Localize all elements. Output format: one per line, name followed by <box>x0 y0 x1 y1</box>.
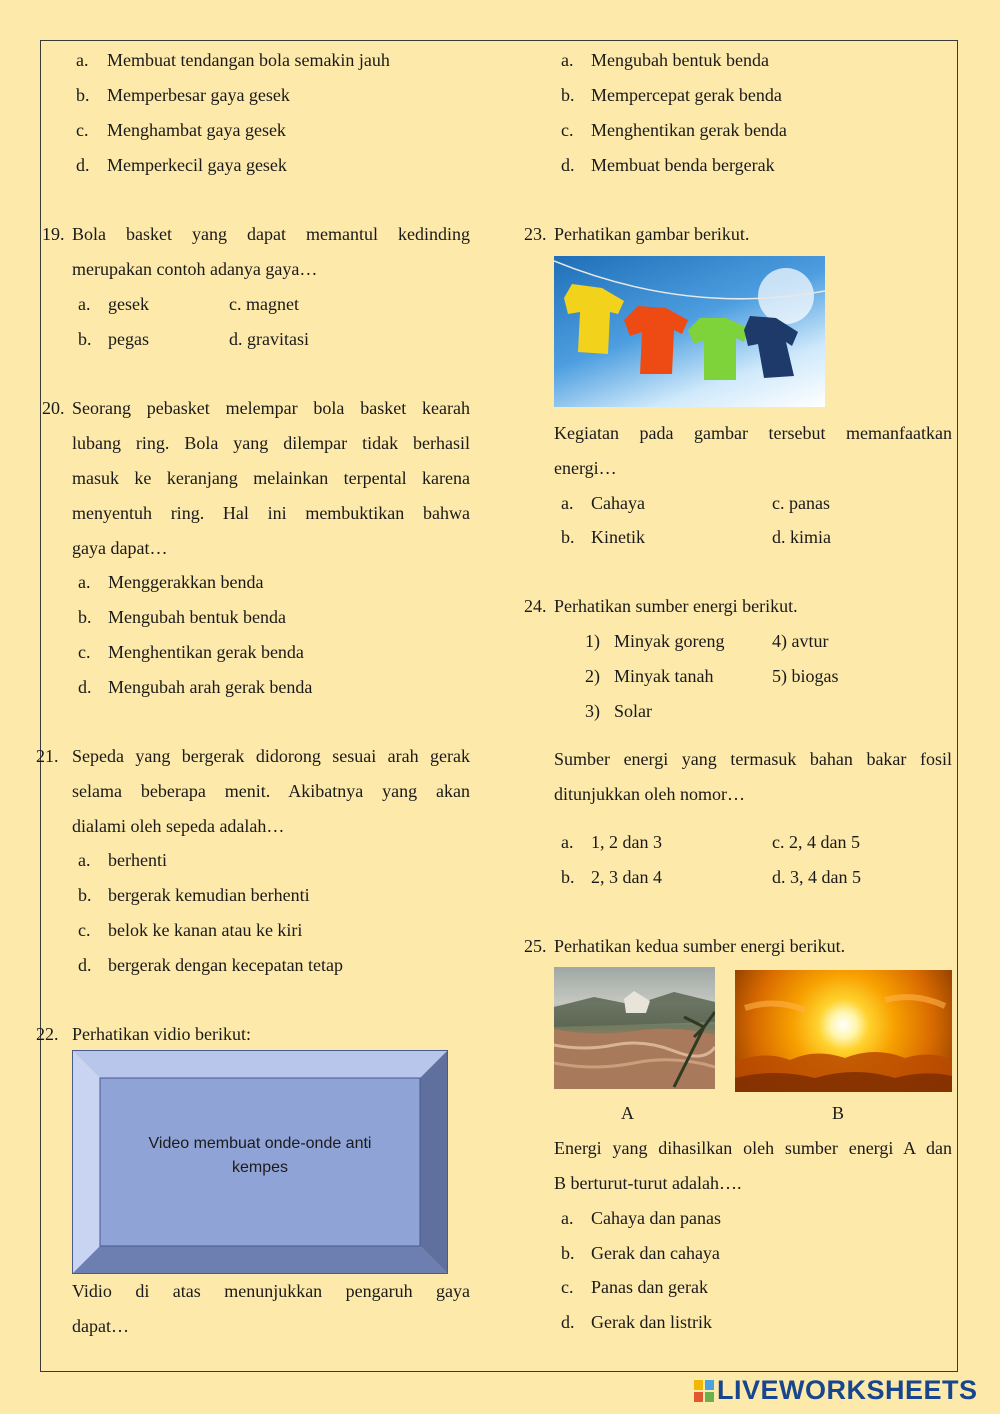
q21-option-b-letter: b. <box>78 885 92 905</box>
q23-option-d[interactable]: d. kimia <box>772 527 831 547</box>
q22-question-line1: Vidio di atas menunjukkan pengaruh gaya <box>72 1281 470 1301</box>
q20-question-line4: menyentuh ring. Hal ini membuktikan bahwa <box>72 503 470 523</box>
clothesline-image <box>554 256 825 407</box>
q18-option-b-letter: b. <box>76 85 90 105</box>
q25-option-b[interactable]: Gerak dan cahaya <box>591 1243 720 1263</box>
q20-option-a[interactable]: Menggerakkan benda <box>108 572 264 592</box>
q24-item1: Minyak goreng <box>614 631 725 651</box>
q19-option-b[interactable]: pegas <box>108 329 149 349</box>
q23-option-a[interactable]: Cahaya <box>591 493 645 513</box>
q25-question-line2: B berturut-turut adalah…. <box>554 1173 742 1193</box>
q22-prompt: Perhatikan vidio berikut: <box>72 1024 251 1044</box>
q21-option-b[interactable]: bergerak kemudian berhenti <box>108 885 310 905</box>
q24-item3-number: 3) <box>585 701 600 721</box>
q21-option-a-letter: a. <box>78 850 91 870</box>
q20-option-d[interactable]: Mengubah arah gerak benda <box>108 677 313 697</box>
q21-option-c-letter: c. <box>78 920 91 940</box>
q21-option-d[interactable]: bergerak dengan kecepatan tetap <box>108 955 344 975</box>
q19-number: 19. <box>42 224 65 244</box>
q21-question-line1: Sepeda yang bergerak didorong sesuai arah gerak <box>72 746 470 766</box>
video-placeholder[interactable] <box>72 1050 448 1274</box>
q24-item2: Minyak tanah <box>614 666 714 686</box>
q24-number: 24. <box>524 596 547 616</box>
q24-question-line1: Sumber energi yang termasuk bahan bakar fosil <box>554 749 952 769</box>
q21-question-line3: dialami oleh sepeda adalah… <box>72 816 285 836</box>
q23-question-line1: Kegiatan pada gambar tersebut memanfaatkan <box>554 423 952 443</box>
image-label-a: A <box>621 1103 634 1123</box>
q24-item2-number: 2) <box>585 666 600 686</box>
q20-question-line3: masuk ke keranjang melainkan terpental karena <box>72 468 470 488</box>
q25-option-b-letter: b. <box>561 1243 575 1263</box>
q22-question-line2: dapat… <box>72 1316 129 1336</box>
q21-question-line2: selama beberapa menit. Akibatnya yang akan <box>72 781 470 801</box>
q25-prompt: Perhatikan kedua sumber energi berikut. <box>554 936 846 956</box>
q23-option-b-letter: b. <box>561 527 575 547</box>
q20-option-d-letter: d. <box>78 677 92 697</box>
q21-option-c[interactable]: belok ke kanan atau ke kiri <box>108 920 303 940</box>
q25-option-d-letter: d. <box>561 1312 575 1332</box>
q22-option-c[interactable]: Menghentikan gerak benda <box>591 120 787 140</box>
q21-option-a[interactable]: berhenti <box>108 850 167 870</box>
q23-option-b[interactable]: Kinetik <box>591 527 645 547</box>
q22-option-a[interactable]: Mengubah bentuk benda <box>591 50 769 70</box>
q19-option-a-letter: a. <box>78 294 91 314</box>
sun-image <box>735 970 952 1092</box>
q25-option-c[interactable]: Panas dan gerak <box>591 1277 708 1297</box>
q23-question-line2: energi… <box>554 458 617 478</box>
video-label-line2: kempes <box>231 1159 289 1176</box>
liveworksheets-logo[interactable] <box>694 1376 978 1404</box>
q18-option-b[interactable]: Memperbesar gaya gesek <box>107 85 290 105</box>
q25-option-d[interactable]: Gerak dan listrik <box>591 1312 712 1332</box>
q18-option-a[interactable]: Membuat tendangan bola semakin jauh <box>107 50 390 70</box>
q25-option-a-letter: a. <box>561 1208 574 1228</box>
q23-number: 23. <box>524 224 547 244</box>
q19-option-d[interactable]: d. gravitasi <box>229 329 309 349</box>
q20-option-b[interactable]: Mengubah bentuk benda <box>108 607 286 627</box>
q18-option-d[interactable]: Memperkecil gaya gesek <box>107 155 287 175</box>
q23-prompt: Perhatikan gambar berikut. <box>554 224 750 244</box>
q19-option-c[interactable]: c. magnet <box>229 294 299 314</box>
q23-option-a-letter: a. <box>561 493 574 513</box>
q22-option-d-letter: d. <box>561 155 575 175</box>
q19-option-b-letter: b. <box>78 329 92 349</box>
q23-option-c[interactable]: c. panas <box>772 493 830 513</box>
q19-option-a[interactable]: gesek <box>108 294 149 314</box>
q24-item4: 4) avtur <box>772 631 829 651</box>
q24-option-a[interactable]: 1, 2 dan 3 <box>591 832 662 852</box>
logo-text: LIVEWORKSHEETS <box>717 1375 978 1405</box>
q20-question-line1: Seorang pebasket melempar bola basket kearah <box>72 398 470 418</box>
q24-item1-number: 1) <box>585 631 600 651</box>
flood-image <box>554 967 715 1089</box>
q24-item5: 5) biogas <box>772 666 839 686</box>
q20-number: 20. <box>42 398 65 418</box>
q22-option-a-letter: a. <box>561 50 574 70</box>
q24-option-c[interactable]: c. 2, 4 dan 5 <box>772 832 860 852</box>
q25-number: 25. <box>524 936 547 956</box>
q20-question-line5: gaya dapat… <box>72 538 168 558</box>
q24-item3: Solar <box>614 701 652 721</box>
q22-option-b-letter: b. <box>561 85 575 105</box>
q19-question-line1: Bola basket yang dapat memantul kedinding <box>72 224 470 244</box>
q24-option-b-letter: b. <box>561 867 575 887</box>
q20-question-line2: lubang ring. Bola yang dilempar tidak berhasil <box>72 433 470 453</box>
q24-question-line2: ditunjukkan oleh nomor… <box>554 784 745 804</box>
image-label-b: B <box>832 1103 845 1123</box>
q24-option-a-letter: a. <box>561 832 574 852</box>
q24-option-d[interactable]: d. 3, 4 dan 5 <box>772 867 861 887</box>
q22-option-c-letter: c. <box>561 120 574 140</box>
q22-option-b[interactable]: Mempercepat gerak benda <box>591 85 782 105</box>
q25-question-line1: Energi yang dihasilkan oleh sumber energi A dan <box>554 1138 952 1158</box>
q18-option-c[interactable]: Menghambat gaya gesek <box>107 120 286 140</box>
q21-number: 21. <box>36 746 59 766</box>
q25-option-a[interactable]: Cahaya dan panas <box>591 1208 721 1228</box>
q24-prompt: Perhatikan sumber energi berikut. <box>554 596 798 616</box>
q22-option-d[interactable]: Membuat benda bergerak <box>591 155 775 175</box>
liveworksheets-logo-icon <box>694 1380 714 1402</box>
q20-option-a-letter: a. <box>78 572 91 592</box>
q19-question-line2: merupakan contoh adanya gaya… <box>72 259 318 279</box>
video-label-line1: Video membuat onde-onde anti <box>148 1135 372 1152</box>
q20-option-b-letter: b. <box>78 607 92 627</box>
q20-option-c-letter: c. <box>78 642 91 662</box>
q20-option-c[interactable]: Menghentikan gerak benda <box>108 642 304 662</box>
q18-option-c-letter: c. <box>76 120 89 140</box>
q25-option-c-letter: c. <box>561 1277 574 1297</box>
q24-option-b[interactable]: 2, 3 dan 4 <box>591 867 662 887</box>
q18-option-d-letter: d. <box>76 155 90 175</box>
q18-option-a-letter: a. <box>76 50 89 70</box>
q21-option-d-letter: d. <box>78 955 92 975</box>
q22-number: 22. <box>36 1024 59 1044</box>
